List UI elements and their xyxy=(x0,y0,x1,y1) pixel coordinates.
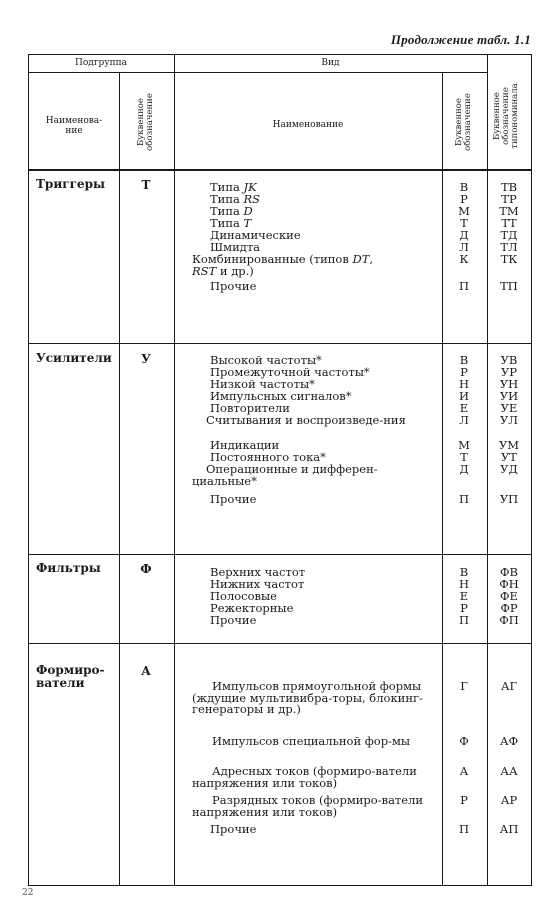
header-kind-rule xyxy=(174,72,487,73)
kind-letter: П xyxy=(458,613,470,627)
type-code: АГ xyxy=(500,679,518,693)
group-code: А xyxy=(141,664,151,678)
table-right-rule xyxy=(531,54,532,886)
type-code: ФН xyxy=(499,577,519,591)
group-name: Триггеры xyxy=(36,177,105,191)
list-item: Низкой частоты* xyxy=(210,377,315,391)
group-divider-3 xyxy=(28,643,532,644)
kind-letter: И xyxy=(458,389,470,403)
type-code: ТТ xyxy=(501,216,517,230)
kind-letter: Н xyxy=(458,577,470,591)
type-code: ФП xyxy=(499,613,519,627)
list-item: Типа T xyxy=(210,216,252,230)
group-name: Усилители xyxy=(36,351,112,365)
list-item: Прочие xyxy=(210,279,257,293)
kind-letter: М xyxy=(458,438,470,452)
list-item: Постоянного тока* xyxy=(210,450,326,464)
header-kind: Вид xyxy=(321,58,340,68)
list-item: Адресных токов (формиро-ватели напряжения или токов) xyxy=(192,764,417,790)
list-item: Режекторные xyxy=(210,601,294,615)
list-item: Комбинированные (типов DT, xyxy=(192,252,374,266)
header-letter: Буквенное обозначение xyxy=(136,93,155,151)
group-code: У xyxy=(141,352,151,366)
type-code: ТК xyxy=(500,252,518,266)
list-item: Высокой частоты* xyxy=(210,353,322,367)
table-left-rule xyxy=(28,54,29,886)
type-code: ТД xyxy=(500,228,518,242)
kind-letter: К xyxy=(459,252,469,266)
col-rule-4 xyxy=(487,54,488,886)
type-code: ТЛ xyxy=(500,240,518,254)
col-rule-3 xyxy=(442,72,443,886)
type-code: УИ xyxy=(499,389,519,403)
type-code: АР xyxy=(500,793,518,807)
group-name: Фильтры xyxy=(36,561,101,575)
page-number: 22 xyxy=(22,888,34,898)
kind-letter: Т xyxy=(460,450,468,464)
type-code: АА xyxy=(500,764,518,778)
list-item: Импульсов специальной фор-мы xyxy=(212,734,411,748)
type-code: УЛ xyxy=(500,413,518,427)
classification-table xyxy=(28,54,532,886)
kind-letter: Н xyxy=(458,377,470,391)
table-caption: Продолжение табл. 1.1 xyxy=(390,32,531,47)
kind-letter: Л xyxy=(459,240,469,254)
kind-letter: В xyxy=(459,565,469,579)
kind-letter: В xyxy=(459,353,469,367)
list-item: Шмидта xyxy=(210,240,261,254)
type-code: ТМ xyxy=(499,204,519,218)
header-subgroup: Подгруппа xyxy=(75,58,127,68)
type-code: УМ xyxy=(498,438,520,452)
list-item: Типа JK xyxy=(210,180,257,194)
list-item: Импульсов прямоугольной формы (ждущие мультивибра-торы, блокинг-генераторы и др.) xyxy=(192,679,423,717)
type-code: ТР xyxy=(501,192,517,206)
kind-letter: Л xyxy=(459,413,469,427)
kind-letter: А xyxy=(459,764,469,778)
list-item: Типа RS xyxy=(210,192,261,206)
kind-letter: Д xyxy=(459,462,469,476)
kind-letter: Р xyxy=(460,793,468,807)
list-item: Считывания и воспроизведе-ния xyxy=(206,413,406,427)
kind-letter: М xyxy=(458,204,470,218)
list-item: Повторители xyxy=(210,401,290,415)
kind-letter: В xyxy=(459,180,469,194)
kind-letter: П xyxy=(458,279,470,293)
list-item: Полосовые xyxy=(210,589,277,603)
type-code: ТВ xyxy=(500,180,518,194)
type-code: УН xyxy=(499,377,519,391)
group-code: Ф xyxy=(140,562,152,576)
kind-letter: Е xyxy=(459,401,469,415)
list-item: Импульсных сигналов* xyxy=(210,389,352,403)
list-item: Прочие xyxy=(210,492,257,506)
type-code: АФ xyxy=(499,734,519,748)
list-item: Нижних частот xyxy=(210,577,305,591)
list-item: Прочие xyxy=(210,822,257,836)
type-code: ФВ xyxy=(500,565,518,579)
list-item: Операционные и дифферен-циальные* xyxy=(192,462,378,488)
kind-letter: Д xyxy=(459,228,469,242)
type-code: АП xyxy=(499,822,519,836)
type-code: УТ xyxy=(501,450,517,464)
type-code: УД xyxy=(500,462,518,476)
group-name: Формиро-ватели xyxy=(36,663,105,690)
list-item: Динамические xyxy=(210,228,301,242)
header-kind-letter: Буквенное обозначение xyxy=(454,93,473,151)
group-divider-2 xyxy=(28,554,532,555)
table-bottom-rule xyxy=(28,885,532,886)
kind-letter: Р xyxy=(460,192,468,206)
kind-letter: П xyxy=(458,492,470,506)
header-kind-name: Наименование xyxy=(272,120,344,130)
type-code: УЕ xyxy=(500,401,518,415)
kind-letter: П xyxy=(458,822,470,836)
list-item: Верхних частот xyxy=(210,565,306,579)
list-item: Разрядных токов (формиро-ватели напряжения или токов) xyxy=(192,793,424,819)
header-name: Наименова-ние xyxy=(45,116,103,136)
kind-letter: Е xyxy=(459,589,469,603)
type-code: ТП xyxy=(500,279,518,293)
list-item: Промежуточной частоты* xyxy=(210,365,370,379)
list-item: Прочие xyxy=(210,613,257,627)
group-divider-1 xyxy=(28,343,532,344)
kind-letter: Р xyxy=(460,601,468,615)
kind-letter: Г xyxy=(460,679,468,693)
col-rule-2 xyxy=(174,54,175,886)
type-code: ФЕ xyxy=(500,589,518,603)
kind-letter: Ф xyxy=(459,734,469,748)
type-code: УВ xyxy=(500,353,518,367)
group-code: Т xyxy=(141,178,151,192)
list-item: Типа D xyxy=(210,204,253,218)
list-item: Индикации xyxy=(210,438,280,452)
kind-letter: Т xyxy=(460,216,468,230)
type-code: УП xyxy=(499,492,519,506)
list-item: RST и др.) xyxy=(192,264,254,278)
kind-letter: Р xyxy=(460,365,468,379)
type-code: УР xyxy=(500,365,518,379)
header-subgroup-rule xyxy=(28,72,174,73)
type-code: ФР xyxy=(500,601,518,615)
header-bottom-rule xyxy=(28,169,532,171)
header-type-code: Буквенное обозначение типономинала xyxy=(492,83,520,149)
col-rule-1 xyxy=(119,72,120,886)
table-top-rule xyxy=(28,54,532,55)
